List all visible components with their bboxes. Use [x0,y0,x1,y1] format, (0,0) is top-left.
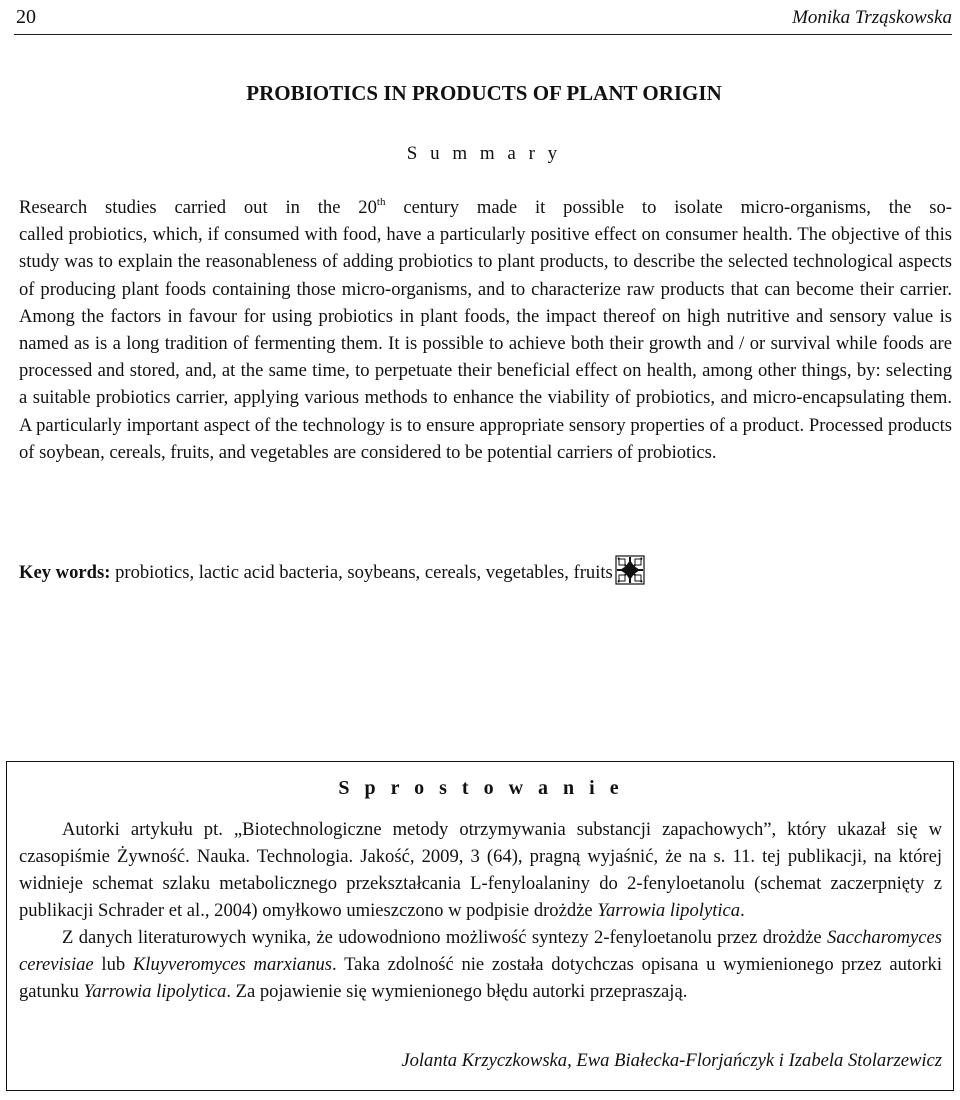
summary-text [19,194,952,466]
species-name: Yarrowia lipolytica [597,900,741,921]
superscript-th: th [376,196,386,208]
correction-signature: Jolanta Krzyczkowska, Ewa Białecka-Florjańczyk i Izabela Stolarzewicz [401,1050,942,1071]
running-head-author: Monika Trząskowska [792,7,952,28]
keywords-text: probiotics, lactic acid bacteria, soybeans, cereals, vegetables, fruits [115,562,613,583]
species-name: Kluyveromyces marxianus [132,954,333,975]
correction-paragraph-1: Autorki artykułu pt. „Biotechnologiczne metody otrzymywania substancji zapachowych”, który ukazał się w czasopiśmie Żywność. Nauka. Technologia. Jakość, 2009, 3 (64), pragną wyjaśnić, że na s. 11. tej publikacji, na której widnieje schemat szlaku metabolicznego przekształcania L-fenyloalaniny do 2-fenyloetanolu (schemat zaczerpnięty z publikacji Schrader et al., 2004) omyłkowo umieszczono w podpisie drożdże Yarrowia lipolytica. [19,819,942,921]
keywords-line [19,555,645,585]
species-name: Yarrowia lipolytica [83,981,227,1002]
species-name: Saccharomyces cerevisiae [19,927,942,975]
summary-body: The objective of this study was to explain the reasonableness of adding probiotics to plant products, to describe the selected technological aspects of producing plant foods containing those micro-organisms, and to characterize raw products that can become their carrier. Among the factors in favour for using probiotics in plant foods, the impact thereof on high nutritive and sensory value is named as is a long tradition of fermenting them. It is possible to achieve both their growth and / or survival while foods are processed and stored, and, at the same time, to perpetuate their beneficial effect on health, among other things, by: selecting a suitable probiotics carrier, applying various methods to enhance the viability of probiotics, and micro-encapsulating them. A particularly important aspect of the technology is to ensure appropriate sensory properties of a product. Processed products of soybean, cereals, fruits, and vegetables are considered to be potential carriers of probiotics. [19,224,953,463]
correction-notice-box [6,761,954,1091]
article-title: PROBIOTICS IN PRODUCTS OF PLANT ORIGIN [246,81,722,105]
keywords-label: Key words: [19,562,111,583]
running-header [14,6,952,35]
summary-heading: S u m m a r y [406,143,562,164]
end-of-article-ornament-icon [615,555,645,585]
summary-first-line: Research studies carried out in the 20th century made it possible to isolate micro-organisms, the so- [19,196,952,218]
correction-paragraph-2: Z danych literaturowych wynika, że udowodniono możliwość syntezy 2-fenyloetanolu przez drożdże Saccharomyces cerevisiae lub Kluyveromyces marxianus. Taka zdolność nie została dotychczas opisana u wymienionego przez autorki gatunku Yarrowia lipolytica. Za pojawienie się wymienionego błędu autorki przepraszają. [19,927,942,1002]
correction-body [19,816,942,1005]
correction-heading: S p r o s t o w a n i e [338,777,624,799]
page-number: 20 [16,6,36,28]
summary-second-line: called probiotics, which, if consumed with food, have a particularly positive effect on consumer health. [19,224,793,246]
